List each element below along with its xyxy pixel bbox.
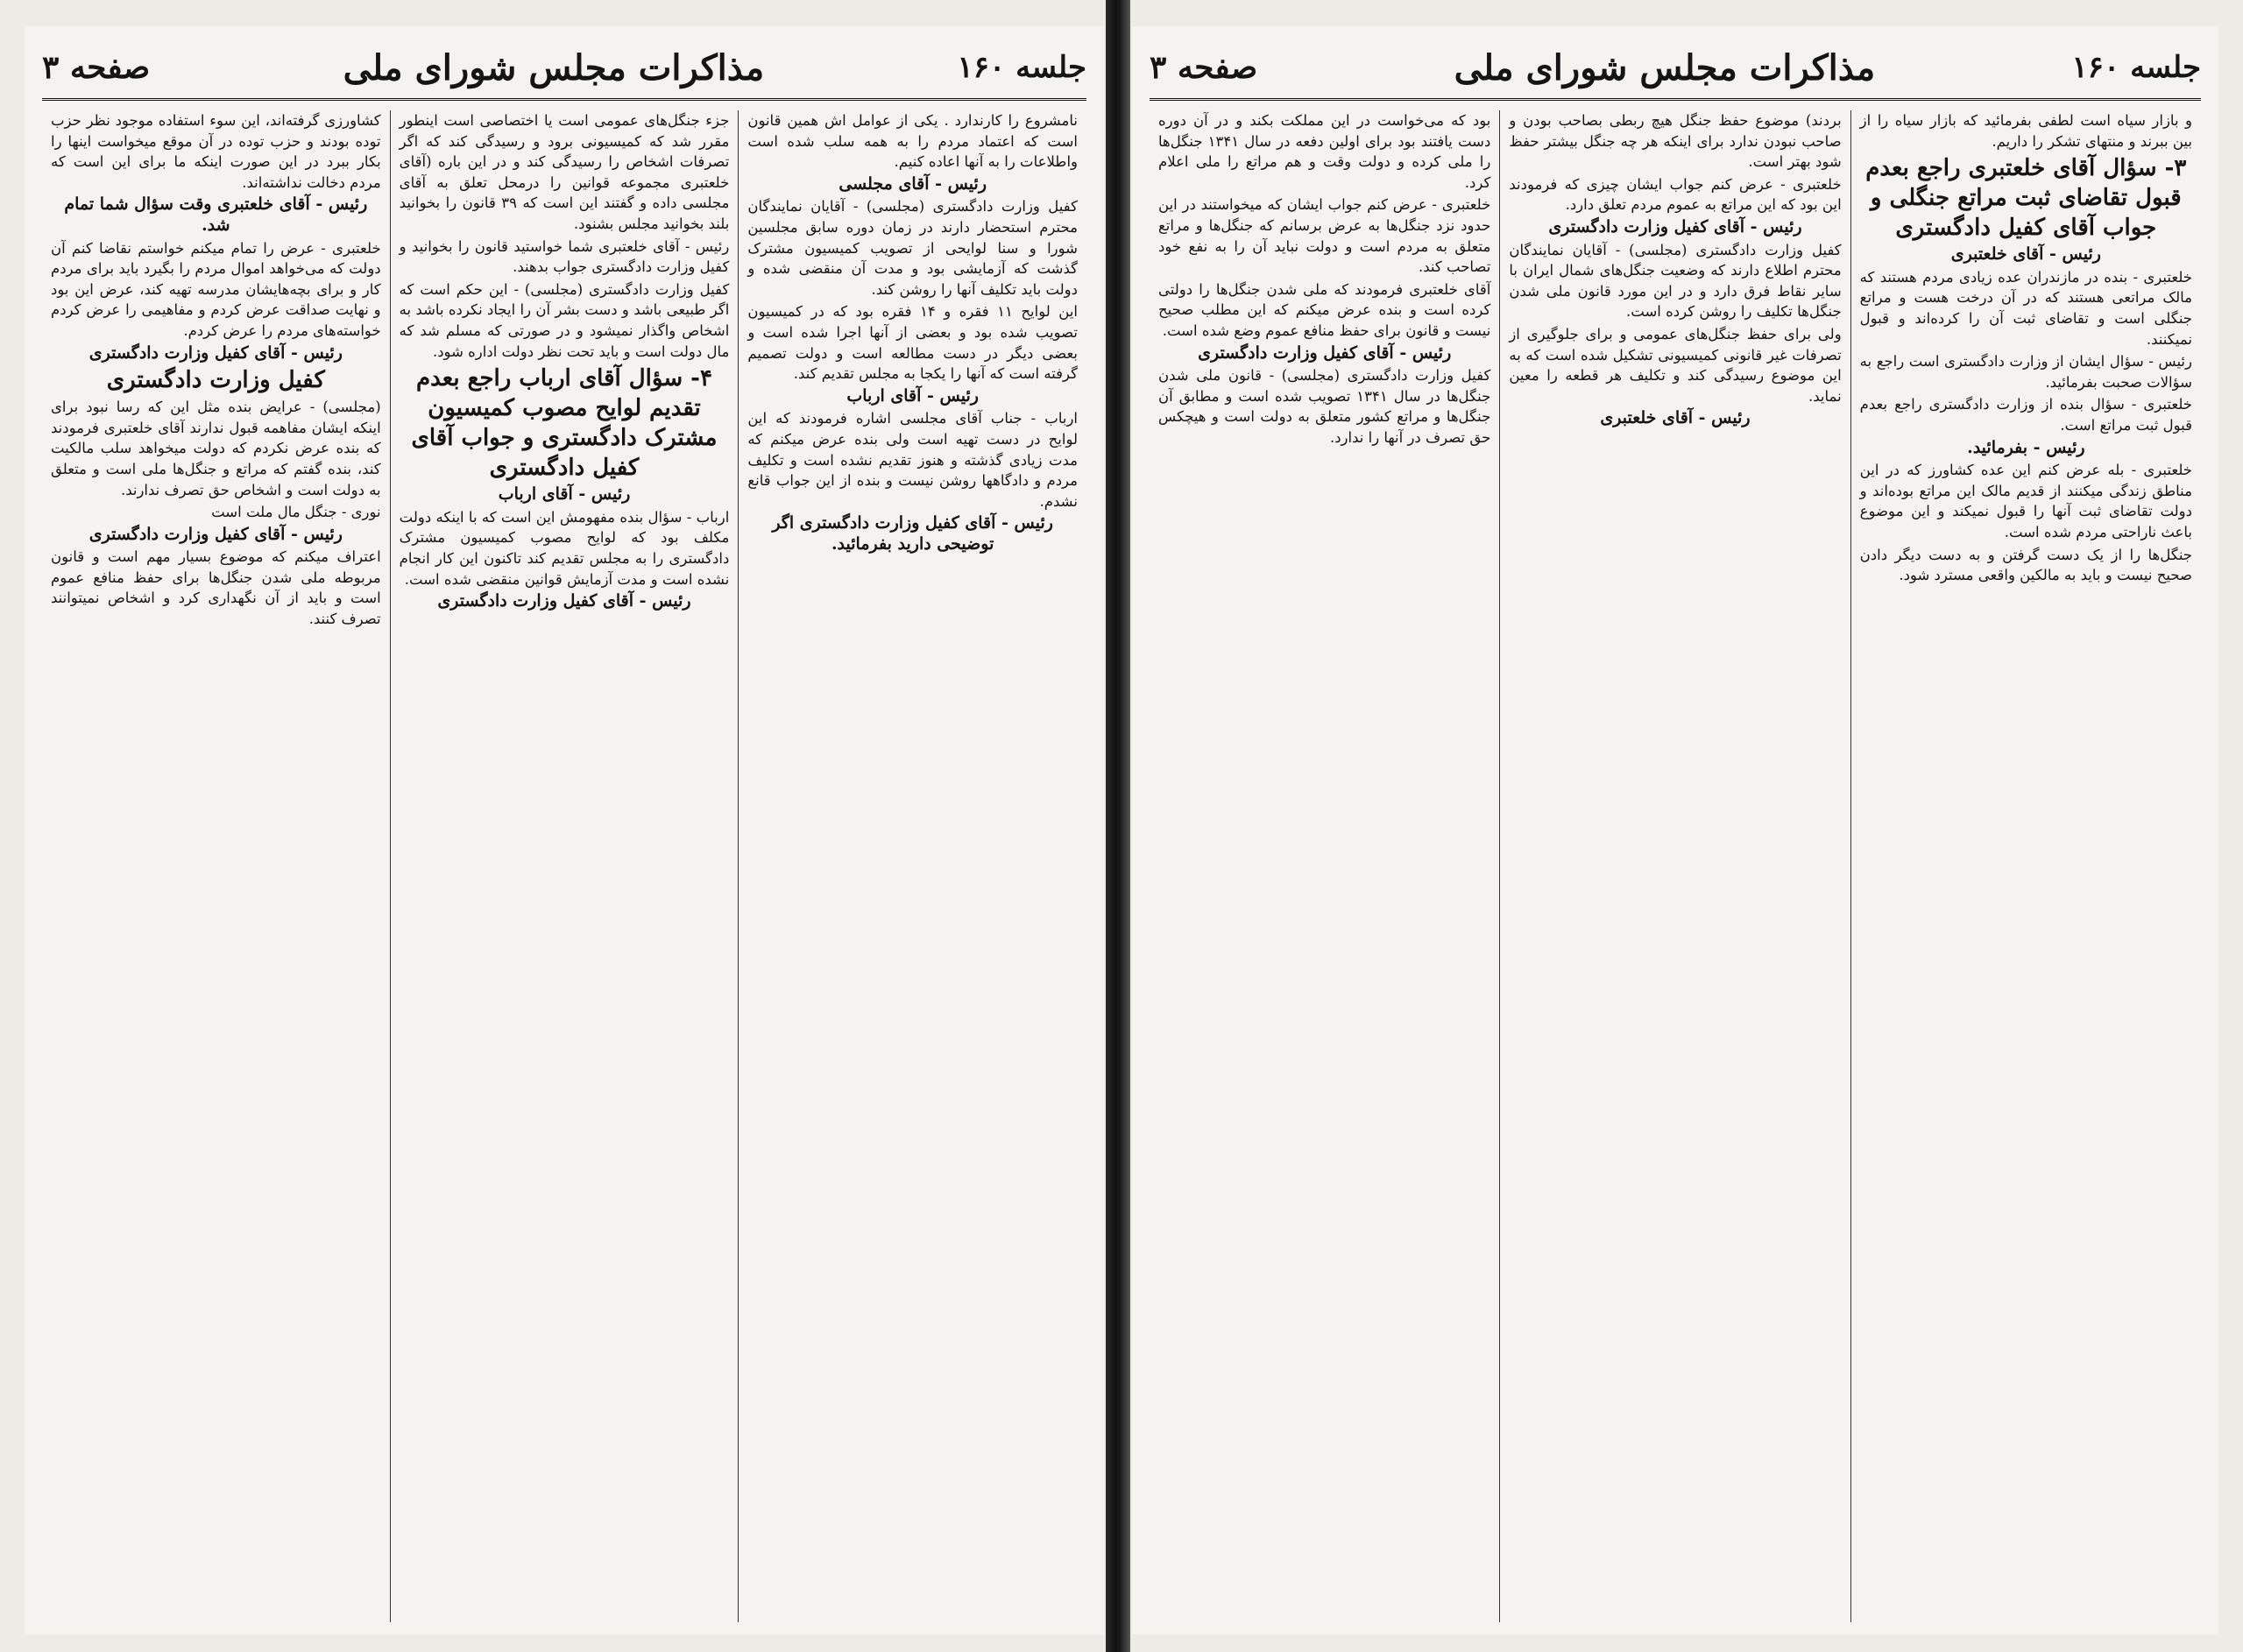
header-rule (42, 98, 1086, 101)
paragraph: جنگل‌ها را از یک دست گرفتن و به دست دیگر دادن صحیح نیست و باید به مالکین واقعی مسترد شود. (1859, 546, 2192, 584)
page-number: صفحه ۳ (1150, 49, 1258, 86)
paragraph: این لوایح ۱۱ فقره و ۱۴ فقره بود که در کمیسیون تصویب شده بود و بعضی از آنها اجرا شده است و بعضی دیگر در دست مطالعه است و دولت تصمیم گرفته است که آنها را یکجا به مجلس تقدیم کند. (747, 303, 1078, 383)
page-title: مذاکرات مجلس شورای ملی (1454, 46, 1876, 88)
paragraph: رئیس - آقای خلعتبری (1950, 244, 2101, 265)
paragraph: کشاورزی گرفته‌اند، این سوء استفاده موجود نظر حزب توده بودند و حزب توده در آن موقع میخواست اینها را بکار ببرد در این صورت اینکه ما برای این است که مردم دخالت نداشته‌اند. (50, 112, 381, 191)
paragraph: رئیس - بفرمائید. (1967, 437, 2085, 457)
paragraph: کفیل وزارت دادگستری (مجلسی) - آقایان نمایندگان محترم اطلاع دارند که وضعیت جنگل‌های شمال ایران با سایر نقاط فرق دارد و در این مورد قانون ملی شدن جنگل‌ها تکلیف را روشن کرده است. (1509, 241, 1842, 321)
paragraph: بردند) موضوع حفظ جنگل هیچ ربطی بصاحب بودن و صاحب نبودن ندارد برای اینکه هر چه جنگل بیشتر حفظ شود بهتر است. (1509, 112, 1842, 171)
paragraph: ارباب - سؤال بنده مفهومش این است که با اینکه دولت مکلف بود که لوایح مصوب کمیسیون مشترک دادگستری را به مجلس تقدیم کند تاکنون این کار انجام نشده است و مدت آزمایش قوانین منقضی شده است. (399, 508, 730, 588)
paragraph: رئیس - آقای ارباب (498, 484, 631, 505)
header-rule (1150, 98, 2201, 101)
paragraph: خلعتبری - عرض کنم جواب ایشان چیزی که فرمودند این بود که این مراتع به عموم مردم تعلق دارد. (1509, 175, 1842, 214)
paragraph: آقای خلعتبری فرمودند که ملی شدن جنگل‌ها را دولتی کرده است و بنده عرض میکنم که این مطلب صحیح نیست و قانون برای حفظ منافع عموم وضع شده است. (1158, 280, 1491, 339)
paragraph: کفیل وزارت دادگستری (مجلسی) - این حکم است که اگر طبیعی باشد و دست بشر آن را ایجاد نکرده باشد به اشخاص واگذار نمیشود و در صورتی که مسلم شد که مال دولت است و باید تحت نظر دولت اداره شود. (399, 280, 730, 360)
paragraph: رئیس - آقای کفیل وزارت دادگستری (88, 342, 343, 363)
paragraph: ۳- سؤال آقای خلعتبری راجع بعدم قبول تقاضای ثبت مراتع جنگلی و جواب آقای کفیل دادگستری (1865, 155, 2187, 242)
book-spine-gutter (1106, 0, 1130, 1652)
paragraph: رئیس - سؤال ایشان از وزارت دادگستری است راجع به سؤالات صحبت بفرمائید. (1859, 353, 2192, 391)
paragraph: جزء جنگل‌های عمومی است یا اختصاصی است اینطور مقرر شد که کمیسیونی برود و رسیدگی کند که اگر تصرفات اشخاص را رسیدگی کند و در این باره (آقای خلعتبری مجموعه قوانین را درمحل تعلق به آقای مجلسی داده و گفتند این است که ۳۹ قانون را بخوانید بلند بخوانید مجلس بشنود. (399, 112, 730, 232)
paragraph: رئیس - آقای خلعتبری شما خواستید قانون را بخوانید و کفیل وزارت دادگستری جواب بدهند. (399, 237, 730, 276)
paragraph: ارباب - جناب آقای مجلسی اشاره فرمودند که این لوایح در دست تهیه است ولی بنده عرض میکنم که مدت زیادی گذشته و هنوز تقدیم نشده است و تکلیف مردم و دادگاهها روشن نیست و بنده از این جواب قانع نشدم. (747, 410, 1078, 510)
paragraph: رئیس - آقای کفیل وزارت دادگستری اگر توضیحی دارید بفرمائید. (772, 513, 1053, 554)
session-label: جلسه ۱۶۰ (957, 50, 1086, 85)
paragraph: رئیس - آقای مجلسی (838, 173, 987, 194)
text-column (1499, 110, 1850, 1622)
paragraph: کفیل وزارت دادگستری (مجلسی) - آقایان نمایندگان محترم استحضار دارند در زمان دوره سابق مجلسین شورا و سنا لوایحی از تصویب کمیسیون مشترک گذشت که آزمایشی بود و مدت آن منقضی شده و دولت باید تکلیف آنها را روشن کند. (747, 198, 1078, 298)
paragraph: رئیس - آقای کفیل وزارت دادگستری (437, 591, 691, 611)
page-title: مذاکرات مجلس شورای ملی (343, 46, 765, 88)
page-number: صفحه ۳ (42, 49, 151, 86)
paragraph: خلعتبری - سؤال بنده از وزارت دادگستری راجع بعدم قبول ثبت مراتع است. (1859, 396, 2192, 434)
paragraph: رئیس - آقای ارباب (846, 385, 979, 406)
paragraph: رئیس - آقای خلعتبری وقت سؤال شما تمام شد. (64, 194, 368, 235)
paragraph: نوری - جنگل مال ملت است (211, 504, 381, 521)
paragraph: ۴- سؤال آقای ارباب راجع بعدم تقدیم لوایح مصوب کمیسیون مشترک دادگستری و جواب آقای کفیل دادگستری (411, 365, 718, 482)
paragraph: کفیل وزارت دادگستری (106, 367, 325, 394)
text-column (390, 110, 739, 1622)
paragraph: و بازار سیاه است لطفی بفرمائید که بازار سیاه را از بین ببرند و منتهای تشکر را داریم. (1859, 112, 2192, 150)
paragraph: خلعتبری - عرض را تمام میکنم خواستم نقاضا کنم آن دولت که می‌خواهد اموال مردم را بگیرد باید برای مردم کار و برای بچه‌هایشان مدرسه تهیه کند، عرض این بود و نهایت صداقت عرض کردم و مفاهیمی را عرض کردم خواسته‌های مردم را عرض کردم. (50, 239, 381, 339)
left-page-columns (42, 110, 1086, 1622)
session-label: جلسه ۱۶۰ (2071, 50, 2201, 85)
left-page-header (42, 42, 1086, 93)
paragraph: خلعتبری - بنده در مازندران عده زیادی مردم هستند که مالک مراتعی هستند که در آن درخت هست و مراتع جنگلی است و تقاضای ثبت آن را کرده‌اند و قبول نمیکنند. (1859, 268, 2192, 348)
paragraph: اعتراف میکنم که موضوع بسیار مهم است و قانون مربوطه ملی شدن جنگل‌ها برای حفظ منافع عموم است و باید از آن نگهداری کرد و اشخاص نمیتوانند تصرف کنند. (50, 548, 381, 628)
text-column (738, 110, 1086, 1622)
paragraph: رئیس - آقای کفیل وزارت دادگستری (88, 524, 343, 544)
paragraph: نامشروع را کارندارد . یکی از عوامل اش همین قانون است که اعتماد مردم را به همه سلب شده است واطلاعات را به آنها اعاده کنیم. (747, 112, 1078, 171)
paragraph: کفیل وزارت دادگستری (مجلسی) - قانون ملی شدن جنگل‌ها در سال ۱۳۴۱ تصویب شده است و مطابق آن جنگل‌ها و مراتع کشور متعلق به دولت است و هیچکس حق تصرف در آنها را ندارد. (1158, 367, 1491, 446)
paragraph: (مجلسی) - عرایض بنده مثل این که رسا نبود برای اینکه ایشان مفاهمه قبول ندارند آقای خلعتبری فرمودند که بنده عرض نکردم که دولت میخواهد سلب مالکیت کند، بنده گفتم که مراتع و جنگل‌ها ملی است و متعلق به دولت است و اشخاص حق تصرف ندارند. (50, 399, 381, 498)
paragraph: خلعتبری - عرض کنم جواب ایشان که میخواستند در این حدود نزد جنگل‌ها به عرض برسانم که جنگل‌ها و مراتع متعلق به مردم است و دولت نباید آن را به نفع خود تصاحب کند. (1158, 196, 1491, 276)
paragraph: بود که می‌خواست در این مملکت بکند و در آن دوره دست یافتند بود برای اولین دفعه در سال ۱۳۴۱ جنگل‌ها را ملی کرده و دولت وقت و هم مراتع را ملی اعلام کرد. (1158, 112, 1491, 191)
right-page (1132, 26, 2218, 1634)
paragraph: رئیس - آقای کفیل وزارت دادگستری (1198, 342, 1452, 363)
paragraph: خلعتبری - بله عرض کنم این عده کشاورز که در این مناطق زندگی میکنند از قدیم مالک این مراتع بوده‌اند و دولت تقاضای ثبت آنها را قبول نمیکند و این موضوع باعث ناراحتی مردم شده است. (1859, 462, 2192, 540)
text-column (42, 110, 390, 1622)
text-column (1850, 110, 2201, 1622)
paragraph: ولی برای حفظ جنگل‌های عمومی و برای جلوگیری از تصرفات غیر قانونی کمیسیونی تشکیل شده است که به این موضوع رسیدگی کند و تکلیف هر قطعه را معین نماید. (1509, 325, 1842, 405)
left-page (25, 26, 1104, 1634)
paragraph: رئیس - آقای کفیل وزارت دادگستری (1548, 216, 1802, 237)
right-page-header (1150, 42, 2201, 93)
text-column (1150, 110, 1499, 1622)
paragraph: رئیس - آقای خلعتبری (1600, 408, 1751, 428)
right-page-columns (1150, 110, 2201, 1622)
